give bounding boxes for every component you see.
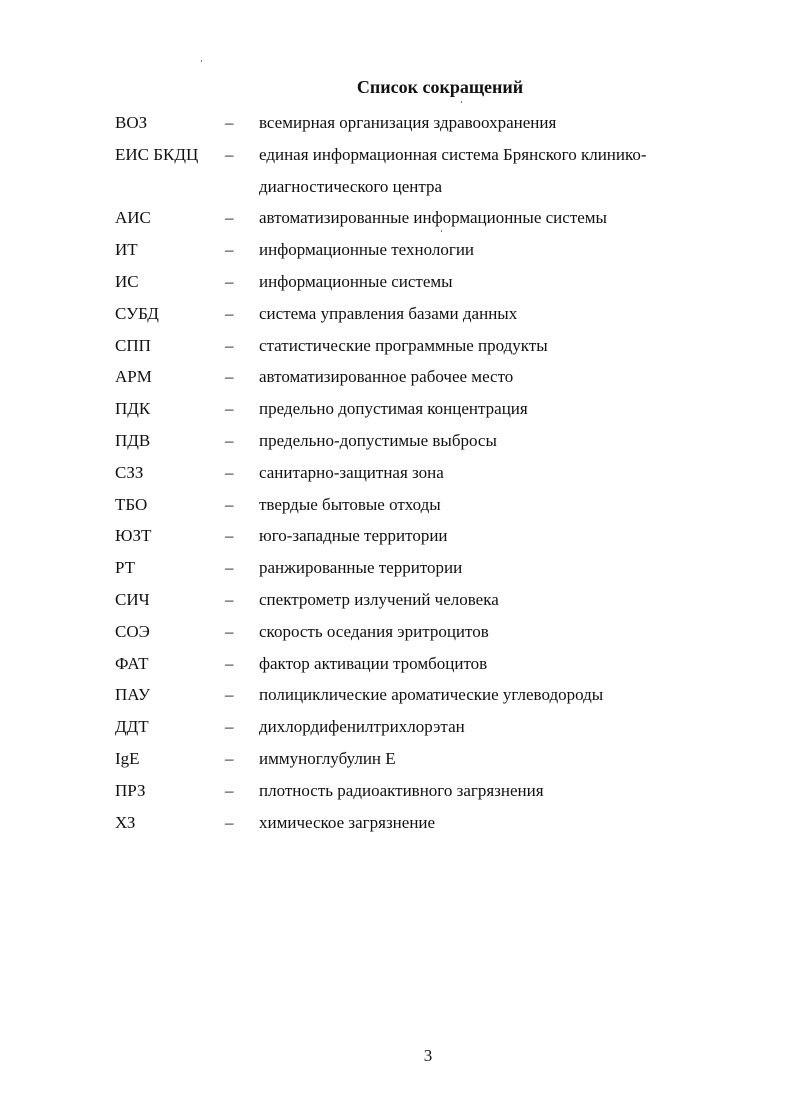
list-item	[115, 202, 755, 234]
definition: химическое загрязнение	[259, 812, 436, 832]
dash: –	[225, 208, 234, 228]
scan-speck	[201, 60, 202, 62]
list-item	[115, 807, 755, 839]
dash: –	[225, 780, 234, 800]
list-item	[115, 234, 755, 266]
list-item	[115, 457, 755, 489]
list-item	[115, 425, 755, 457]
definition: плотность радиоактивного загрязнения	[259, 780, 544, 800]
list-item	[115, 743, 755, 775]
dash: –	[225, 430, 234, 450]
definition: твердые бытовые отходы	[259, 494, 441, 514]
definition: автоматизированное рабочее место	[259, 367, 514, 387]
list-item	[115, 489, 755, 521]
abbreviation: ДДТ	[115, 717, 149, 737]
list-item	[115, 330, 755, 362]
abbreviation: IgE	[115, 748, 140, 768]
abbreviation: ЮЗТ	[115, 526, 152, 546]
dash: –	[225, 748, 234, 768]
definition: автоматизированные информационные системы	[259, 208, 607, 228]
abbreviation: СЗЗ	[115, 462, 144, 482]
abbreviation: АРМ	[115, 367, 152, 387]
abbreviation: ЕИС БКДЦ	[115, 144, 199, 164]
abbreviation: ПДВ	[115, 430, 151, 450]
abbreviation: ПРЗ	[115, 780, 146, 800]
definition: скорость оседания эритроцитов	[259, 621, 489, 641]
definition: иммуноглубулин Е	[259, 748, 396, 768]
definition: предельно-допустимые выбросы	[259, 430, 497, 450]
definition: спектрометр излучений человека	[259, 589, 499, 609]
abbreviation: ХЗ	[115, 812, 136, 832]
definition: система управления базами данных	[259, 303, 518, 323]
definition: информационные системы	[259, 271, 453, 291]
dash: –	[225, 303, 234, 323]
list-item	[115, 393, 755, 425]
list-item	[115, 616, 755, 648]
dash: –	[225, 685, 234, 705]
dash: –	[225, 367, 234, 387]
list-item	[115, 552, 755, 584]
list-item	[115, 298, 755, 330]
abbreviation: ИТ	[115, 240, 138, 260]
dash: –	[225, 144, 234, 164]
definition: предельно допустимая концентрация	[259, 399, 528, 419]
list-item	[115, 648, 755, 680]
dash: –	[225, 271, 234, 291]
abbreviation: СИЧ	[115, 589, 150, 609]
list-item	[115, 520, 755, 552]
definition: всемирная организация здравоохранения	[259, 113, 557, 132]
abbreviation: ВОЗ	[115, 113, 148, 132]
dash: –	[225, 558, 234, 578]
abbreviation: СУБД	[115, 303, 159, 323]
dash: –	[225, 462, 234, 482]
list-item	[115, 775, 755, 807]
list-item	[115, 711, 755, 743]
dash: –	[225, 526, 234, 546]
dash: –	[225, 399, 234, 419]
list-item	[115, 584, 755, 616]
page-number: 3	[423, 1046, 433, 1065]
dash: –	[225, 717, 234, 737]
abbreviation: СПП	[115, 335, 151, 355]
list-item	[115, 107, 755, 139]
list-item	[115, 266, 755, 298]
definition: санитарно-защитная зона	[259, 462, 444, 482]
dash: –	[225, 113, 234, 132]
definition: дихлордифенилтрихлорэтан	[259, 717, 465, 737]
abbreviation: СОЭ	[115, 621, 150, 641]
abbreviation: ТБО	[115, 494, 148, 514]
dash: –	[225, 240, 234, 260]
abbreviation: РТ	[115, 558, 136, 578]
dash: –	[225, 812, 234, 832]
definition: фактор активации тромбоцитов	[259, 653, 488, 673]
abbreviation: ФАТ	[115, 653, 149, 673]
page-title: Список сокращений	[356, 77, 524, 97]
abbreviation: АИС	[115, 208, 151, 228]
scan-speck	[461, 101, 462, 103]
definition: юго-западные территории	[259, 526, 448, 546]
definition: единая информационная система Брянского клинико-диагностического центра	[259, 144, 647, 196]
abbreviation: ИС	[115, 271, 139, 291]
abbreviation-list	[115, 107, 755, 838]
definition: информационные технологии	[259, 240, 475, 260]
list-item	[115, 139, 755, 203]
abbreviation: ПДК	[115, 399, 151, 419]
definition: статистические программные продукты	[259, 335, 548, 355]
list-item	[115, 679, 755, 711]
dash: –	[225, 653, 234, 673]
dash: –	[225, 335, 234, 355]
dash: –	[225, 494, 234, 514]
dash: –	[225, 589, 234, 609]
definition: полициклические ароматические углеводороды	[259, 685, 604, 705]
abbreviation: ПАУ	[115, 685, 151, 705]
list-item	[115, 361, 755, 393]
dash: –	[225, 621, 234, 641]
definition: ранжированные территории	[259, 558, 463, 578]
